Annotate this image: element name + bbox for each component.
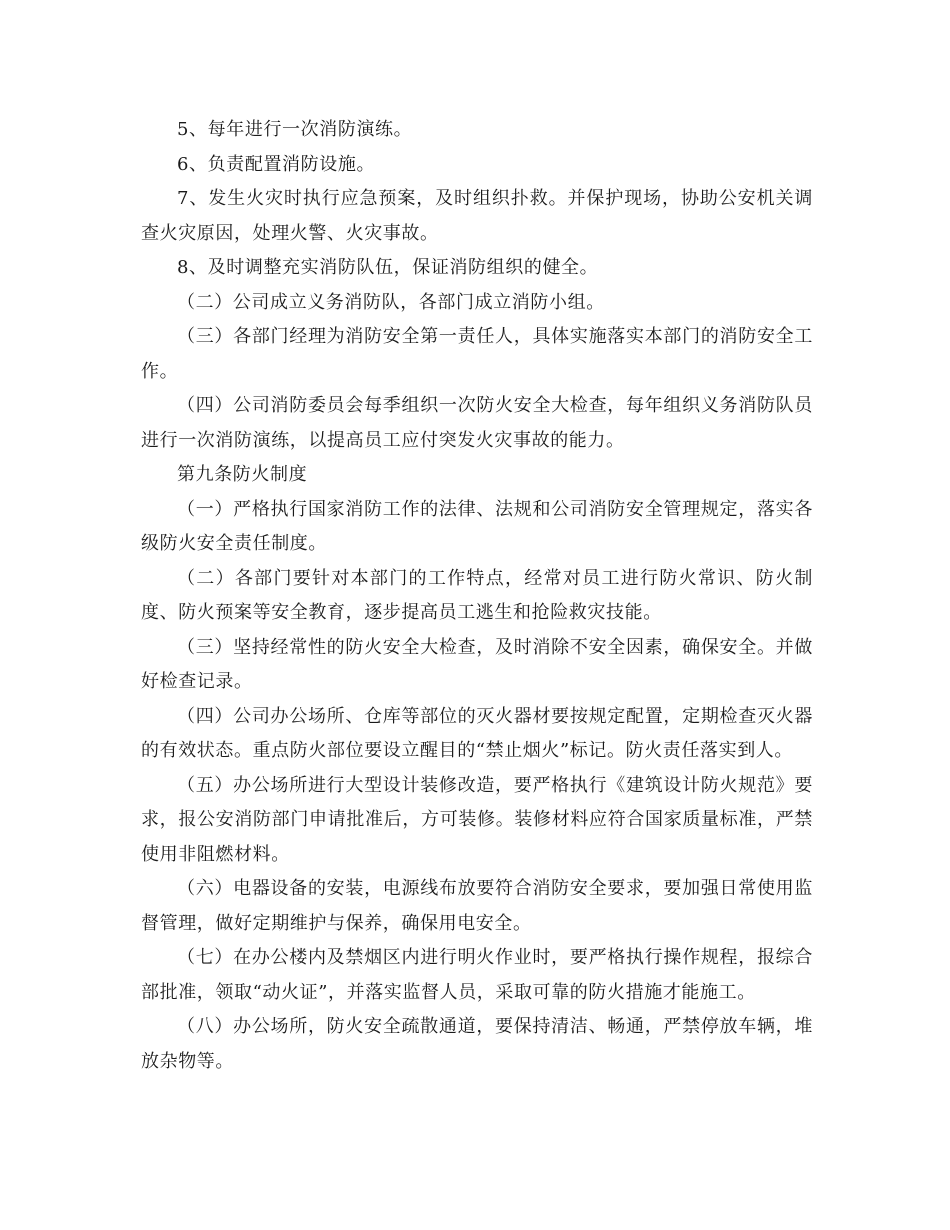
paragraph-2: 6、负责配置消防设施。 [177, 153, 376, 175]
paragraph-4: 8、及时调整充实消防队伍，保证消防组织的健全。 [177, 257, 599, 278]
paragraph-6: （三）各部门经理为消防安全第一责任人，具体实施落实本部门的消防安全工作。 [141, 326, 813, 382]
paragraph-12: （四）公司办公场所、仓库等部位的灭火器材要按规定配置，定期检查灭火器的有效状态。重点防火部位要设立醒目的“禁止烟火”标记。防火责任落实到人。 [141, 705, 813, 761]
paragraph-1: 5、每年进行一次消防演练。 [177, 119, 413, 140]
paragraph-11: （三）坚持经常性的防火安全大检查，及时消除不安全因素，确保安全。并做好检查记录。 [141, 636, 813, 692]
paragraph-7: （四）公司消防委员会每季组织一次防火安全大检查，每年组织义务消防队员进行一次消防演练，以提高员工应付突发火灾事故的能力。 [141, 395, 813, 451]
paragraph-15: （七）在办公楼内及禁烟区内进行明火作业时，要严格执行操作规程，报综合部批准，领取“动火证”，并落实监督人员，采取可靠的防火措施才能施工。 [141, 947, 813, 1003]
paragraph-10: （二）各部门要针对本部门的工作特点，经常对员工进行防火常识、防火制度、防火预案等安全教育，逐步提高员工逃生和抢险救灾技能。 [141, 567, 813, 623]
paragraph-13: （五）办公场所进行大型设计装修改造，要严格执行《建筑设计防火规范》要求，报公安消防部门申请批准后，方可装修。装修材料应符合国家质量标准，严禁使用非阻燃材料。 [141, 774, 813, 865]
paragraph-3: 7、发生火灾时执行应急预案，及时组织扑救。并保护现场，协助公安机关调查火灾原因，处理火警、火灾事故。 [141, 188, 813, 244]
document-body [141, 113, 813, 1079]
section-heading: 第九条防火制度 [177, 464, 308, 485]
paragraph-16: （八）办公场所，防火安全疏散通道，要保持清洁、畅通，严禁停放车辆，堆放杂物等。 [141, 1016, 813, 1072]
paragraph-9: （一）严格执行国家消防工作的法律、法规和公司消防安全管理规定，落实各级防火安全责任制度。 [141, 498, 813, 554]
paragraph-5: （二）公司成立义务消防队，各部门成立消防小组。 [177, 291, 605, 313]
paragraph-14: （六）电器设备的安装，电源线布放要符合消防安全要求，要加强日常使用监督管理，做好定期维护与保养，确保用电安全。 [141, 878, 813, 934]
